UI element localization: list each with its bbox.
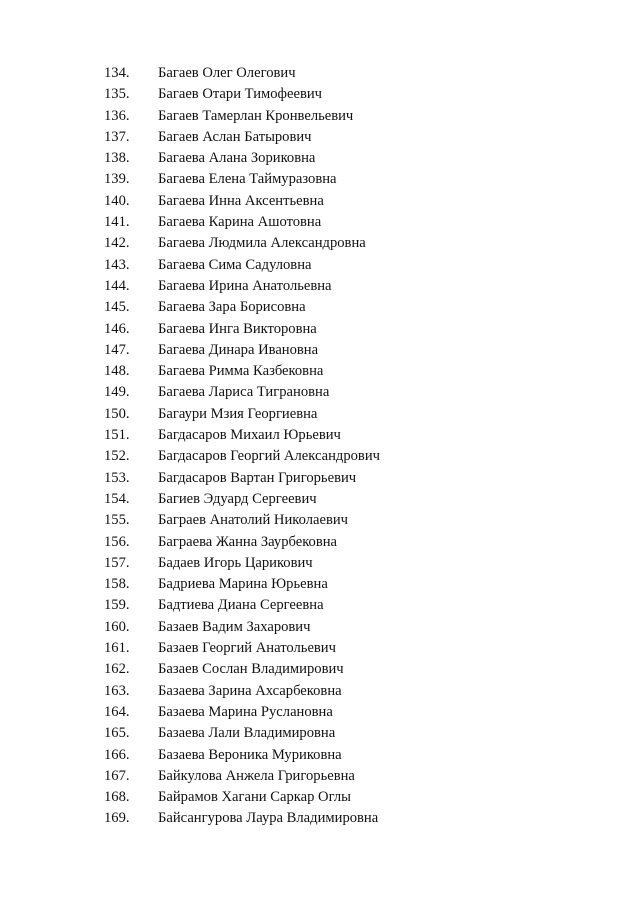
list-item-full-name: Байрамов Хагани Саркар Оглы: [158, 789, 351, 806]
list-item: [104, 276, 564, 297]
list-item-full-name: Бадриева Марина Юрьевна: [158, 576, 328, 593]
list-item-number: 165.: [104, 725, 130, 742]
list-item: [104, 148, 564, 169]
list-item-full-name: Багаев Аслан Батырович: [158, 128, 312, 145]
list-item-number: 152.: [104, 448, 130, 465]
list-item-number: 140.: [104, 192, 130, 209]
list-item-number: 142.: [104, 235, 130, 252]
list-item-number: 166.: [104, 746, 130, 763]
list-item-full-name: Багаури Мзия Георгиевна: [158, 405, 318, 422]
list-item-number: 169.: [104, 810, 130, 827]
list-item-number: 157.: [104, 554, 130, 571]
list-item-full-name: Базаева Марина Руслановна: [158, 703, 333, 720]
list-item: [104, 808, 564, 829]
list-item: [104, 340, 564, 361]
list-item-number: 141.: [104, 214, 130, 231]
list-item-number: 159.: [104, 597, 130, 614]
list-item-full-name: Багаев Отари Тимофеевич: [158, 86, 323, 103]
list-item: [104, 702, 564, 723]
list-item-number: 134.: [104, 65, 130, 81]
list-item: [104, 617, 564, 638]
list-item-number: 147.: [104, 341, 130, 358]
list-item: [104, 574, 564, 595]
list-item-number: 148.: [104, 363, 130, 380]
list-item-number: 161.: [104, 640, 130, 657]
list-item-full-name: Багдасаров Георгий Александрович: [158, 448, 380, 465]
list-item-number: 162.: [104, 661, 130, 678]
list-item-number: 156.: [104, 533, 130, 550]
list-item-number: 150.: [104, 405, 130, 422]
list-item-number: 167.: [104, 767, 130, 784]
list-item-number: 164.: [104, 703, 130, 720]
list-item: [104, 595, 564, 616]
list-item-full-name: Багиев Эдуард Сергеевич: [158, 490, 317, 507]
list-item: [104, 787, 564, 808]
list-item: [104, 63, 564, 84]
list-item-full-name: Багаева Инна Аксентьевна: [158, 192, 324, 209]
list-item-number: 136.: [104, 107, 130, 124]
list-item-full-name: Багаева Инга Викторовна: [158, 320, 317, 337]
list-item: [104, 191, 564, 212]
list-item-number: 151.: [104, 427, 130, 444]
list-item-number: 149.: [104, 384, 130, 401]
list-item-full-name: Базаев Георгий Анатольевич: [158, 640, 336, 657]
list-item: [104, 127, 564, 148]
list-item: [104, 297, 564, 318]
list-item: [104, 553, 564, 574]
list-item: [104, 446, 564, 467]
list-item-full-name: Базаева Вероника Муриковна: [158, 746, 342, 763]
list-item-full-name: Багаев Тамерлан Кронвельевич: [158, 107, 354, 124]
list-item-full-name: Бадтиева Диана Сергеевна: [158, 597, 324, 614]
list-item-number: 155.: [104, 512, 130, 529]
list-item: [104, 681, 564, 702]
list-item: [104, 510, 564, 531]
list-item-number: 144.: [104, 277, 130, 294]
numbered-name-list: [104, 63, 564, 830]
list-item-full-name: Багдасаров Михаил Юрьевич: [158, 427, 341, 444]
list-item: [104, 532, 564, 553]
list-item: [104, 319, 564, 340]
list-item-number: 139.: [104, 171, 130, 188]
list-item: [104, 106, 564, 127]
list-item-full-name: Бадаев Игорь Царикович: [158, 554, 313, 571]
list-item-full-name: Базаева Лали Владимировна: [158, 725, 336, 742]
list-item-number: 145.: [104, 299, 130, 316]
list-item: [104, 638, 564, 659]
list-item-number: 146.: [104, 320, 130, 337]
list-item-number: 143.: [104, 256, 130, 273]
list-item-full-name: Багаева Римма Казбековна: [158, 363, 324, 380]
list-item-full-name: Базаева Зарина Ахсарбековна: [158, 682, 342, 699]
list-item-number: 153.: [104, 469, 130, 486]
list-item: [104, 425, 564, 446]
list-item-full-name: Багаев Олег Олегович: [158, 65, 296, 81]
list-item-full-name: Багаева Лариса Тиграновна: [158, 384, 330, 401]
list-item: [104, 233, 564, 254]
list-item: [104, 382, 564, 403]
list-item-full-name: Багаева Карина Ашотовна: [158, 214, 322, 231]
list-item-full-name: Багаева Динара Ивановна: [158, 341, 319, 358]
list-item: [104, 84, 564, 105]
list-item: [104, 489, 564, 510]
list-item-full-name: Баграева Жанна Заурбековна: [158, 533, 338, 550]
list-item-full-name: Баграев Анатолий Николаевич: [158, 512, 349, 529]
list-item: [104, 766, 564, 787]
list-item-full-name: Багаева Елена Таймуразовна: [158, 171, 337, 188]
list-item-full-name: Базаев Вадим Захарович: [158, 618, 311, 635]
list-item-full-name: Байсангурова Лаура Владимировна: [158, 810, 379, 827]
list-item-full-name: Базаев Сослан Владимирович: [158, 661, 344, 678]
list-item-number: 154.: [104, 490, 130, 507]
list-item-full-name: Багдасаров Вартан Григорьевич: [158, 469, 357, 486]
list-item-full-name: Багаева Зара Борисовна: [158, 299, 306, 316]
list-item: [104, 468, 564, 489]
list-item-number: 135.: [104, 86, 130, 103]
list-item: [104, 255, 564, 276]
list-item-full-name: Багаева Сима Садуловна: [158, 256, 312, 273]
list-item-full-name: Багаева Алана Зориковна: [158, 150, 316, 167]
list-item-number: 168.: [104, 789, 130, 806]
list-item-number: 163.: [104, 682, 130, 699]
list-item: [104, 169, 564, 190]
list-item: [104, 361, 564, 382]
list-item-full-name: Байкулова Анжела Григорьевна: [158, 767, 355, 784]
list-item: [104, 723, 564, 744]
list-item: [104, 404, 564, 425]
list-item-number: 137.: [104, 128, 130, 145]
list-item-full-name: Багаева Ирина Анатольевна: [158, 277, 332, 294]
list-item-number: 160.: [104, 618, 130, 635]
list-item-number: 138.: [104, 150, 130, 167]
list-item-number: 158.: [104, 576, 130, 593]
list-item: [104, 659, 564, 680]
list-item-full-name: Багаева Людмила Александровна: [158, 235, 366, 252]
list-item: [104, 745, 564, 766]
list-item: [104, 212, 564, 233]
